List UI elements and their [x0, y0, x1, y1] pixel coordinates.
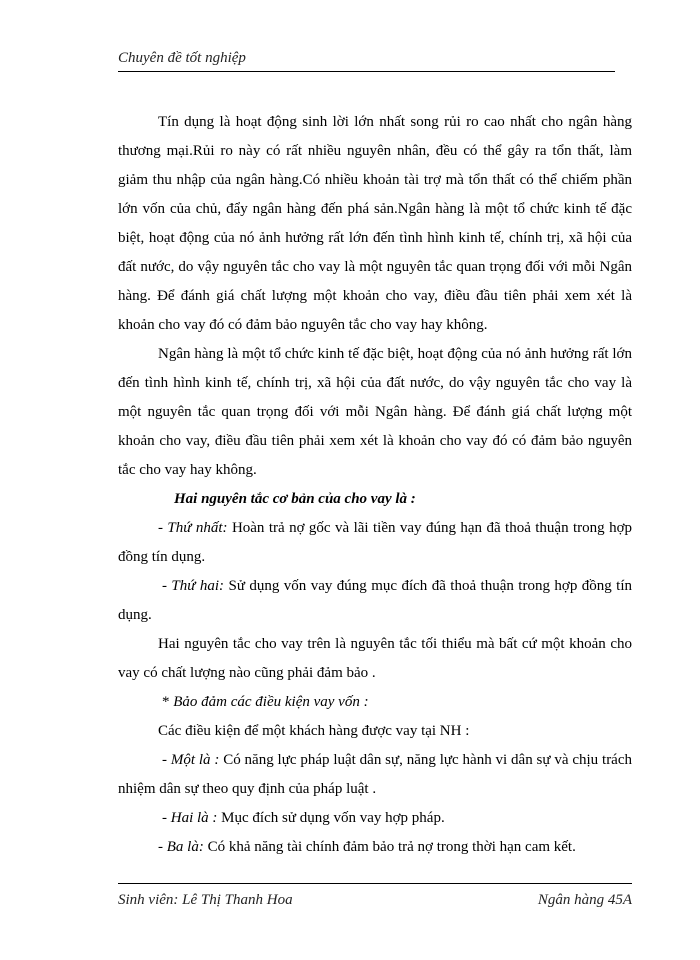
document-body [118, 108, 632, 862]
principle-2-text: Sử dụng vốn vay đúng mục đích đã thoả thuận trong hợp đồng tín dụng. [118, 578, 632, 623]
condition-item-2: - Hai là : Mục đích sử dụng vốn vay hợp pháp. [162, 810, 445, 826]
conditions-star-heading: * Bảo đảm các điều kiện vay vốn : [162, 694, 369, 710]
condition-1-text: Có năng lực pháp luật dân sự, năng lực hành vi dân sự và chịu trách nhiệm dân sự theo quy định của pháp luật . [118, 752, 633, 797]
principle-2-label: Thứ hai: [171, 578, 225, 594]
header-title: Chuyên đề tốt nghiệp [118, 50, 246, 66]
condition-item-3: - Ba là: Có khả năng tài chính đảm bảo trả nợ trong thời hạn cam kết. [158, 839, 576, 855]
paragraph-1: Tín dụng là hoạt động sinh lời lớn nhất song rủi ro cao nhất cho ngân hàng thương mại.Rủi ro này có rất nhiều nguyên nhân, đều có thể gây ra tổn thất, làm giảm thu nhập của ngân hàng.Có nhiều khoản tài trợ mà tổn thất có thể chiếm phần lớn vốn của chủ, đẩy ngân hàng đến phá sản.Ngân hàng là một tổ chức kinh tế đặc biệt, hoạt động của nó ảnh hưởng rất lớn đến tình hình kinh tế, chính trị, xã hội của đất nước, do vậy nguyên tắc cho vay là một nguyên tắc quan trọng đối với mỗi Ngân hàng. Để đánh giá chất lượng một khoản cho vay, điều đầu tiên phải xem xét là khoản cho vay đó có đảm bảo nguyên tắc cho vay hay không. [118, 114, 632, 333]
footer-class: Ngân hàng 45A [537, 892, 632, 908]
page-footer [118, 883, 632, 909]
principles-heading [118, 485, 632, 514]
condition-2-text: Mục đích sử dụng vốn vay hợp pháp. [217, 810, 445, 826]
principles-heading-text: Hai nguyên tắc cơ bản của cho vay là : [174, 491, 416, 507]
condition-2-label: Hai là : [170, 810, 218, 826]
condition-3-label: Ba là: [166, 839, 204, 855]
condition-3-text: Có khả năng tài chính đảm bảo trả nợ trong thời hạn cam kết. [203, 839, 576, 855]
principle-item-1: - Thứ nhất: Hoàn trả nợ gốc và lãi tiền vay đúng hạn đã thoả thuận trong hợp đồng tín dụng. [118, 520, 633, 565]
footer-student: Sinh viên: Lê Thị Thanh Hoa [118, 892, 293, 908]
principle-1-text: Hoàn trả nợ gốc và lãi tiền vay đúng hạn đã thoả thuận trong hợp đồng tín dụng. [118, 520, 633, 565]
condition-1-label: Một là : [170, 752, 220, 768]
paragraph-2: Ngân hàng là một tổ chức kinh tế đặc biệt, hoạt động của nó ảnh hưởng rất lớn đến tình hình kinh tế, chính trị, xã hội của đất nước, do vậy nguyên tắc cho vay là một nguyên tắc quan trọng đối với mỗi Ngân hàng. Để đánh giá chất lượng một khoản cho vay, điều đầu tiên phải xem xét là khoản cho vay đó có đảm bảo nguyên tắc cho vay hay không. [118, 346, 632, 478]
principle-1-label: Thứ nhất: [167, 520, 228, 536]
condition-item-1: - Một là : Có năng lực pháp luật dân sự, năng lực hành vi dân sự và chịu trách nhiệm dân sự theo quy định của pháp luật . [118, 752, 633, 797]
paragraph-3: Hai nguyên tắc cho vay trên là nguyên tắc tối thiểu mà bất cứ một khoản cho vay có chất lượng nào cũng phải đảm bảo . [118, 636, 632, 681]
principle-item-2: - Thứ hai: Sử dụng vốn vay đúng mục đích đã thoả thuận trong hợp đồng tín dụng. [118, 578, 632, 623]
page-header [118, 50, 615, 72]
conditions-intro: Các điều kiện để một khách hàng được vay tại NH : [158, 723, 470, 739]
star-heading-text: Bảo đảm các điều kiện vay vốn : [173, 694, 369, 710]
